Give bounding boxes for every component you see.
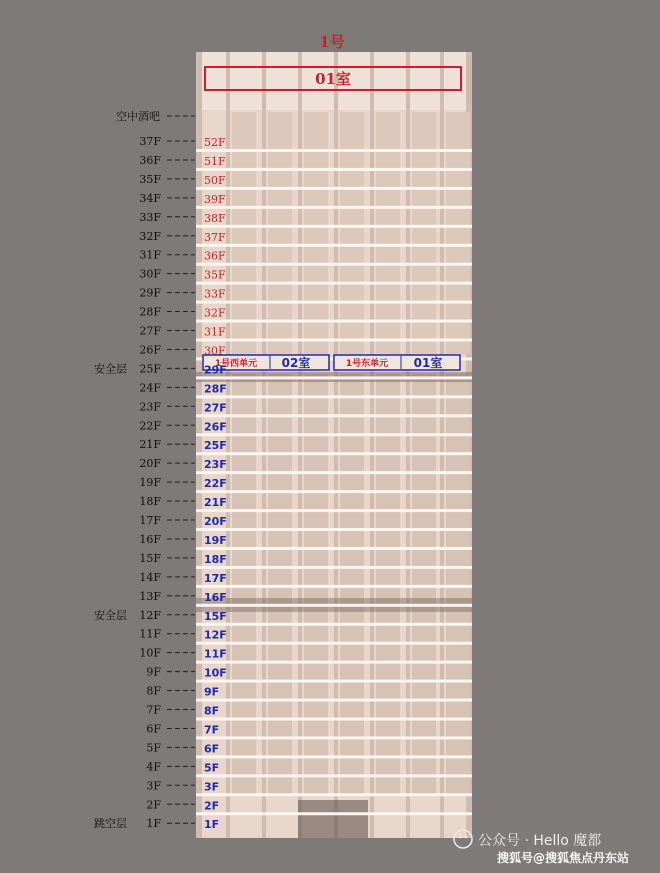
marketed-floor-red: 32F: [204, 306, 226, 320]
floor-bar: [196, 206, 472, 209]
marketed-floor-blue: 28F: [204, 382, 227, 396]
floor-label: 9F: [146, 665, 161, 679]
floor-label: 28F: [139, 305, 161, 319]
marketed-floor-blue: 3F: [204, 780, 220, 794]
marketed-floor-red: 39F: [204, 192, 226, 206]
marketed-floor-blue: 12F: [204, 628, 227, 642]
floor-label: 25F: [139, 362, 161, 376]
marketed-floor-blue: 23F: [204, 458, 227, 472]
floor-label: 30F: [139, 267, 161, 281]
marketed-floor-red: 37F: [204, 230, 226, 244]
floor-bar: [196, 339, 472, 342]
floor-label: 16F: [139, 532, 161, 546]
east-unit-room: 01室: [413, 356, 443, 370]
marketed-floor-blue: 29F: [204, 363, 227, 377]
floor-label: 19F: [139, 476, 161, 490]
marketed-floor-blue: 27F: [204, 401, 227, 415]
floor-bar: [196, 471, 472, 474]
floor-bar: [196, 509, 472, 512]
floor-bar: [196, 149, 472, 152]
marketed-floor-red: 51F: [204, 154, 226, 168]
floor-label: 21F: [139, 438, 161, 452]
marketed-floor-blue: 10F: [204, 666, 227, 680]
floor-bar: [196, 244, 472, 247]
floor-label: 4F: [146, 760, 161, 774]
floor-bar: [196, 604, 472, 607]
floor-label: 18F: [139, 495, 161, 509]
floor-bar: [196, 168, 472, 171]
floor-bar: [196, 718, 472, 721]
floor-label: 1F: [146, 817, 161, 831]
floor-bar: [196, 395, 472, 398]
floor-bar: [196, 187, 472, 190]
floor-bar: [196, 452, 472, 455]
floor-label: 23F: [139, 400, 161, 414]
floor-bar: [196, 433, 472, 436]
marketed-floor-blue: 18F: [204, 552, 227, 566]
marketed-floor-blue: 17F: [204, 571, 227, 585]
floor-labels: [139, 135, 195, 830]
floor-label: 34F: [139, 191, 161, 205]
floor-label: 10F: [139, 646, 161, 660]
floor-bar: [196, 812, 472, 815]
west-unit-room: 02室: [281, 356, 311, 370]
marketed-floor-red: 38F: [204, 211, 226, 225]
marketed-floor-red: 35F: [204, 268, 226, 282]
floor-label: 2F: [146, 798, 161, 812]
marketed-floor-blue: 9F: [204, 685, 220, 699]
floor-label: 15F: [139, 551, 161, 565]
floor-label: 32F: [139, 229, 161, 243]
floor-bar: [196, 585, 472, 588]
floor-bar: [196, 736, 472, 739]
floor-bar: [196, 414, 472, 417]
marketed-floor-red: 30F: [204, 344, 226, 358]
floor-label: 35F: [139, 172, 161, 186]
category-label: 安全层: [94, 608, 127, 622]
marketed-floor-red: 50F: [204, 173, 226, 187]
floor-label: 3F: [146, 779, 161, 793]
floor-label: 31F: [139, 248, 161, 262]
category-label: 跳空层: [94, 817, 127, 831]
marketed-floor-blue: 2F: [204, 799, 220, 813]
floor-label: 5F: [146, 741, 161, 755]
floor-label: 26F: [139, 343, 161, 357]
floor-bar: [196, 301, 472, 304]
marketed-floor-red: 36F: [204, 249, 226, 263]
marketed-floor-red: 52F: [204, 136, 226, 149]
floor-bar: [196, 376, 472, 379]
marketed-floor-blue: 25F: [204, 439, 227, 453]
floor-bar: [196, 528, 472, 531]
floor-bar: [196, 225, 472, 228]
floor-label: 29F: [139, 286, 161, 300]
marketed-floor-red: 33F: [204, 287, 226, 301]
marketed-floor-blue: 26F: [204, 420, 227, 434]
building-title: 1号: [319, 33, 345, 51]
floor-label: 24F: [139, 381, 161, 395]
category-label: 安全层: [94, 362, 127, 376]
floor-bar: [196, 282, 472, 285]
marketed-floor-red: 31F: [204, 325, 226, 339]
category-label: 空中酒吧: [116, 110, 160, 123]
floor-bar: [196, 661, 472, 664]
floor-label: 22F: [139, 419, 161, 433]
floor-label: 6F: [146, 722, 161, 736]
marketed-floor-blue: 21F: [204, 496, 227, 510]
floor-bar: [196, 774, 472, 777]
floor-label: 11F: [139, 627, 161, 641]
floor-bar: [196, 699, 472, 702]
floor-bar: [196, 793, 472, 796]
floor-bar: [196, 566, 472, 569]
marketed-floor-blue: 16F: [204, 590, 227, 604]
watermark: [454, 830, 629, 865]
top-room-label: 01室: [315, 70, 351, 88]
floor-label: 13F: [139, 589, 161, 603]
marketed-floor-blue: 19F: [204, 533, 227, 547]
marketed-floor-blue: 22F: [204, 477, 227, 491]
floor-bar: [196, 320, 472, 323]
floor-label: 36F: [139, 153, 161, 167]
floor-label: 12F: [139, 608, 161, 622]
floor-label: 14F: [139, 570, 161, 584]
watermark-line2: 搜狐号@搜狐焦点丹东站: [497, 851, 630, 865]
floor-bar: [196, 547, 472, 550]
floor-bar: [196, 263, 472, 266]
marketed-floor-blue: 20F: [204, 515, 227, 528]
west-unit-label: 1号西单元: [214, 359, 258, 369]
floor-label: 27F: [139, 324, 161, 338]
marketed-floor-blue: 1F: [204, 818, 220, 832]
floor-label: 17F: [139, 514, 161, 527]
floor-label: 20F: [139, 457, 161, 471]
marketed-floor-blue: 8F: [204, 704, 220, 718]
east-unit-label: 1号东单元: [345, 359, 389, 369]
floor-label: 7F: [146, 703, 161, 717]
floor-bar: [196, 623, 472, 626]
floor-bar: [196, 680, 472, 683]
marketed-floor-blue: 7F: [204, 723, 220, 737]
floor-label: 37F: [139, 135, 161, 148]
marketed-floor-blue: 6F: [204, 742, 220, 756]
watermark-line1: 公众号 · Hello 魔都: [478, 833, 602, 849]
marketed-floor-blue: 11F: [204, 647, 227, 661]
floor-label: 33F: [139, 210, 161, 224]
floor-bar: [196, 642, 472, 645]
marketed-floor-blue: 5F: [204, 761, 220, 775]
floor-bar: [196, 755, 472, 758]
floor-bar: [196, 490, 472, 493]
floor-label: 8F: [146, 684, 161, 698]
marketed-floor-blue: 15F: [204, 609, 227, 623]
